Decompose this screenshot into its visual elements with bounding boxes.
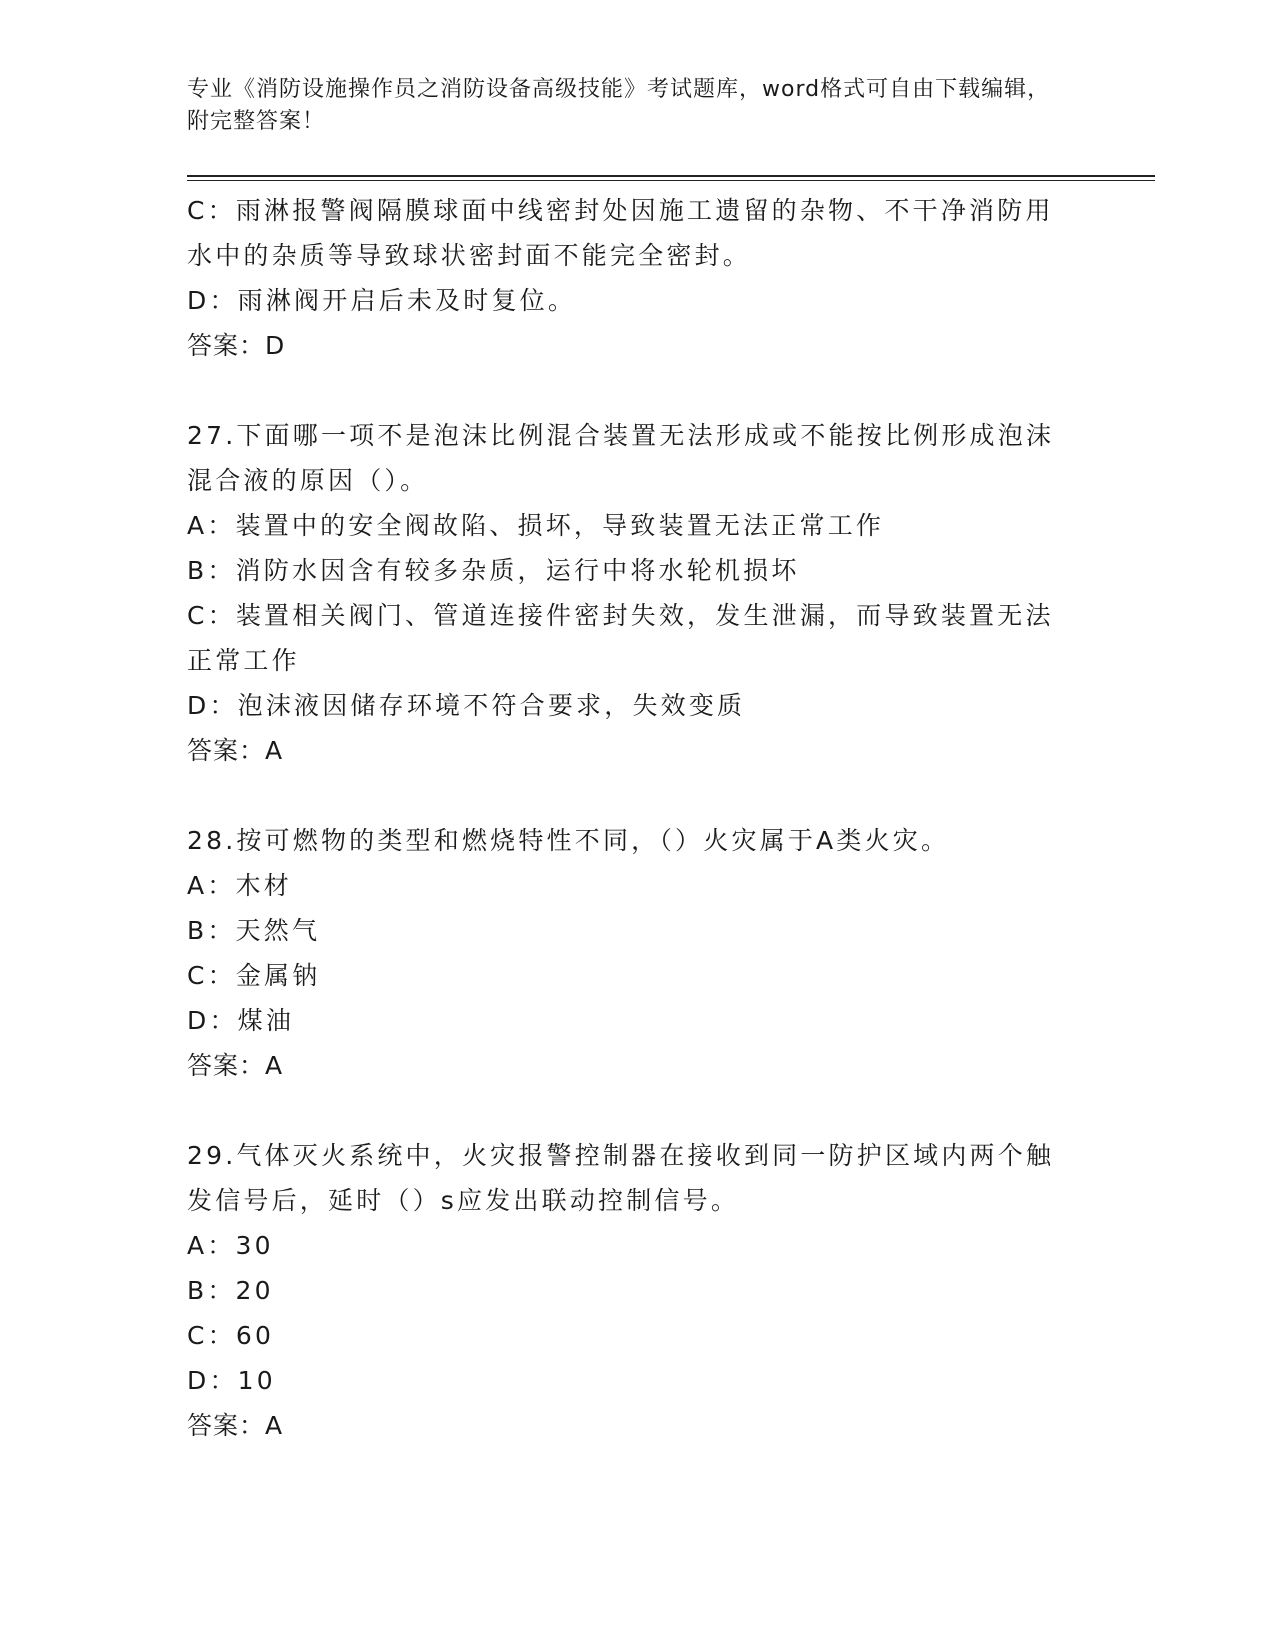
question-26-tail [187, 188, 1067, 368]
question-text: 27.下面哪一项不是泡沫比例混合装置无法形成或不能按比例形成泡沫混合液的原因（）。 [187, 421, 1055, 495]
option-d: D：雨淋阀开启后未及时复位。 [187, 286, 577, 315]
option-b: B：天然气 [187, 916, 321, 945]
header-divider-thin [187, 180, 1155, 181]
question-29 [187, 1133, 1067, 1448]
question-text: 29.气体灭火系统中，火灾报警控制器在接收到同一防护区域内两个触发信号后，延时（）s应发出联动控制信号。 [187, 1141, 1055, 1215]
document-header: 专业《消防设施操作员之消防设备高级技能》考试题库，word格式可自由下载编辑，附完整答案！ [187, 77, 1051, 134]
option-c: C：雨淋报警阀隔膜球面中线密封处因施工遗留的杂物、不干净消防用水中的杂质等导致球状密封面不能完全密封。 [187, 196, 1054, 270]
answer: 答案：D [187, 331, 286, 360]
option-d: D：10 [187, 1366, 276, 1395]
question-text: 28.按可燃物的类型和燃烧特性不同，（）火灾属于A类火灾。 [187, 826, 950, 855]
option-a: A：装置中的安全阀故陷、损坏，导致装置无法正常工作 [187, 511, 885, 540]
answer: 答案：A [187, 1411, 284, 1440]
option-c: C：装置相关阀门、管道连接件密封失效，发生泄漏，而导致装置无法正常工作 [187, 601, 1054, 675]
header-divider-thick [187, 175, 1155, 177]
answer: 答案：A [187, 1051, 284, 1080]
question-27 [187, 413, 1067, 773]
option-c: C：金属钠 [187, 961, 321, 990]
option-b: B：20 [187, 1276, 274, 1305]
option-b: B：消防水因含有较多杂质，运行中将水轮机损坏 [187, 556, 800, 585]
option-d: D：煤油 [187, 1006, 295, 1035]
option-a: A：30 [187, 1231, 274, 1260]
option-c: C：60 [187, 1321, 275, 1350]
spacer [187, 368, 1067, 413]
option-d: D：泡沫液因储存环境不符合要求，失效变质 [187, 691, 746, 720]
question-list [187, 188, 1067, 1448]
spacer [187, 1088, 1067, 1133]
spacer [187, 773, 1067, 818]
question-28 [187, 818, 1067, 1088]
option-a: A：木材 [187, 871, 292, 900]
answer: 答案：A [187, 736, 284, 765]
